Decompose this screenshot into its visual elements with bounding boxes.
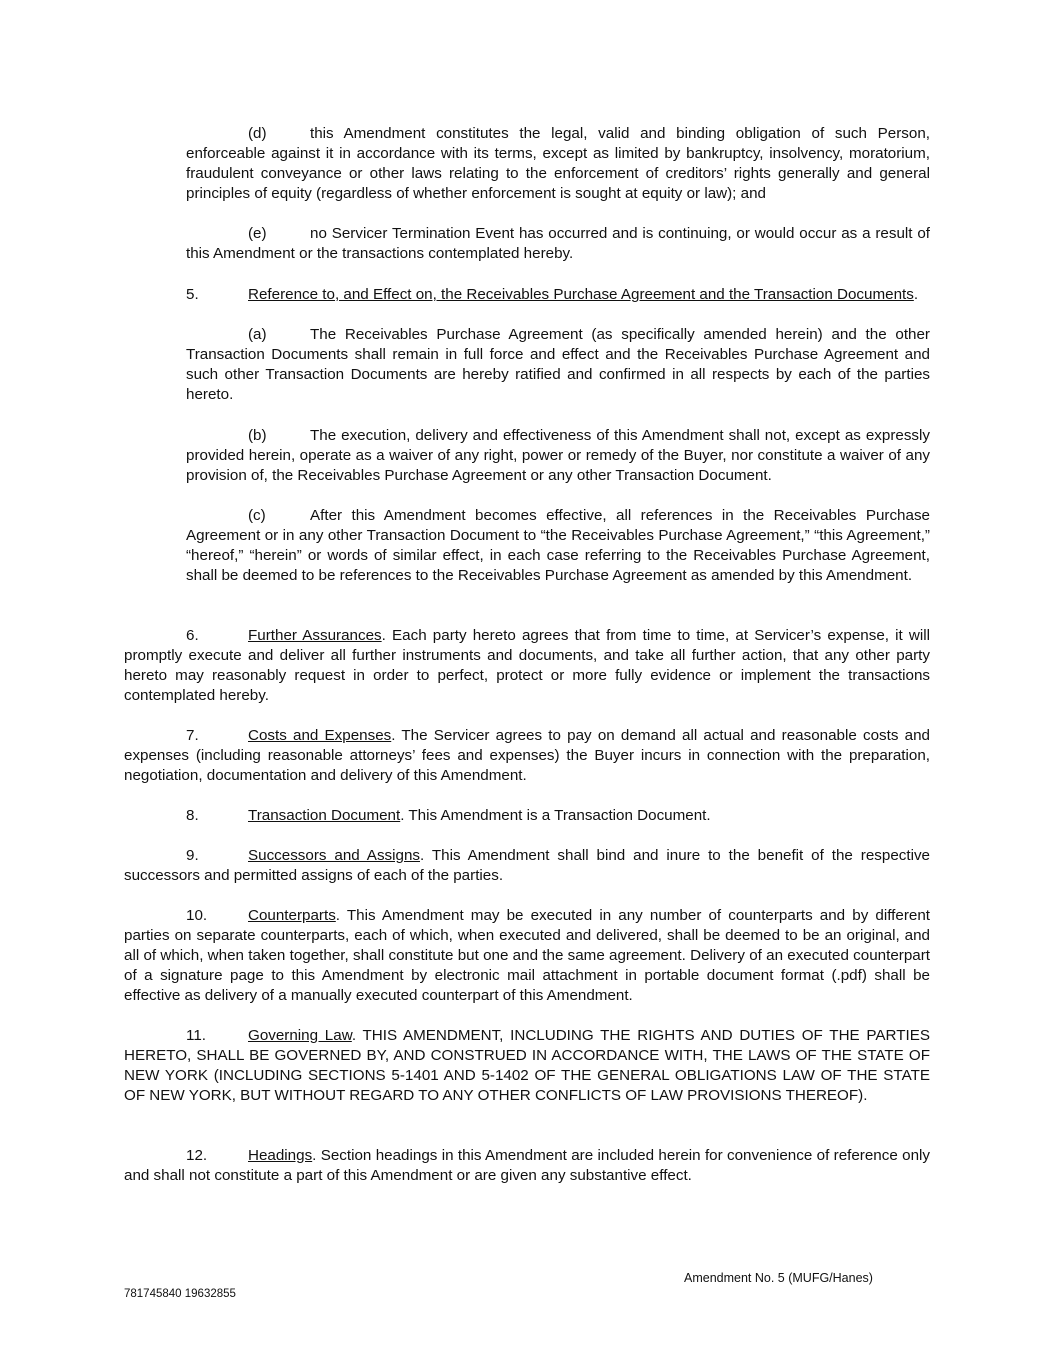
paragraph-5c: [186, 506, 930, 586]
footer-title: Amendment No. 5 (MUFG/Hanes): [684, 1271, 873, 1285]
section-heading: Transaction Document: [248, 807, 401, 824]
paragraph-4e: [186, 224, 930, 264]
section-text: . The Servicer agrees to pay on demand all actual and reasonable costs and expenses (including reasonable attorneys’ fees and expenses) the Buyer incurs in connection with the preparation, negotiation, documentation and delivery of this Amendment.: [124, 727, 930, 784]
section-heading: Reference to, and Effect on, the Receivables Purchase Agreement and the Transaction Documents: [248, 286, 914, 303]
section-text: . Each party hereto agrees that from time to time, at Servicer’s expense, it will promptly execute and deliver all further instruments and documents, and take all further action, that any other party hereto may reasonably request in order to perfect, protect or more fully evidence or implement the transactions contemplated hereby.: [124, 627, 930, 704]
footer-doc-id: 781745840 19632855: [124, 1288, 236, 1300]
paragraph-label: (d): [248, 125, 267, 142]
section-number: 6.: [186, 627, 199, 644]
paragraph-text: no Servicer Termination Event has occurred and is continuing, or would occur as a result of this Amendment or the transactions contemplated hereby.: [186, 225, 930, 262]
section-11: [124, 1026, 930, 1106]
section-heading: Counterparts: [248, 907, 336, 924]
section-heading: Further Assurances: [248, 627, 382, 644]
section-heading: Successors and Assigns: [248, 847, 420, 864]
paragraph-text: The Receivables Purchase Agreement (as specifically amended herein) and the other Transaction Documents shall remain in full force and effect and the Receivables Purchase Agreement and such other Transaction Documents are hereby ratified and confirmed in all respects by each of the parties hereto.: [186, 326, 930, 403]
paragraph-text: After this Amendment becomes effective, all references in the Receivables Purchase Agreement or in any other Transaction Document to “the Receivables Purchase Agreement,” “this Agreement,” “hereof,” “herein” or words of similar effect, in each case referring to the Receivables Purchase Agreement, shall be deemed to be references to the Receivables Purchase Agreement as amended by this Amendment.: [186, 507, 930, 584]
section-number: 8.: [186, 807, 199, 824]
section-8: [124, 806, 930, 826]
section-number: 12.: [186, 1147, 208, 1164]
section-10: [124, 906, 930, 1006]
section-number: 9.: [186, 847, 199, 864]
section-9: [124, 846, 930, 886]
section-text: .: [913, 286, 919, 303]
section-5: [186, 285, 930, 305]
paragraph-label: (a): [248, 326, 267, 343]
section-text: . THIS AMENDMENT, INCLUDING THE RIGHTS AND DUTIES OF THE PARTIES HERETO, SHALL BE GOVERNED BY, AND CONSTRUED IN ACCORDANCE WITH, THE LAWS OF THE STATE OF NEW YORK (INCLUDING SECTIONS 5-1401 AND 5-1402 OF THE GENERAL OBLIGATIONS LAW OF THE STATE OF NEW YORK, BUT WITHOUT REGARD TO ANY OTHER CONFLICTS OF LAW PROVISIONS THEREOF).: [124, 1027, 930, 1104]
section-heading: Costs and Expenses: [248, 727, 392, 744]
section-number: 10.: [186, 907, 208, 924]
section-text: . Section headings in this Amendment are included herein for convenience of reference only and shall not constitute a part of this Amendment or are given any substantive effect.: [124, 1147, 930, 1184]
paragraph-5b: [186, 426, 930, 486]
section-text: . This Amendment may be executed in any number of counterparts and by different parties on separate counterparts, each of which, when executed and delivered, shall be deemed to be an original, and all of which, when taken together, shall constitute but one and the same agreement. Delivery of an executed counterpart of a signature page to this Amendment by electronic mail attachment in portable document format (.pdf) shall be effective as delivery of a manually executed counterpart of this Amendment.: [124, 907, 930, 1004]
section-text: . This Amendment is a Transaction Document.: [400, 807, 711, 824]
section-7: [124, 726, 930, 786]
paragraph-label: (b): [248, 427, 267, 444]
section-number: 7.: [186, 727, 199, 744]
paragraph-4d: [186, 124, 930, 204]
section-number: 5.: [186, 286, 199, 303]
section-heading: Headings: [248, 1147, 313, 1164]
section-number: 11.: [186, 1027, 206, 1044]
paragraph-5a: [186, 325, 930, 405]
section-text: . This Amendment shall bind and inure to the benefit of the respective successors and permitted assigns of each of the parties.: [124, 847, 930, 884]
paragraph-text: this Amendment constitutes the legal, valid and binding obligation of such Person, enforceable against it in accordance with its terms, except as limited by bankruptcy, insolvency, moratorium, fraudulent conveyance or other laws relating to the enforcement of creditors’ rights generally and general principles of equity (regardless of whether enforcement is sought at equity or law); and: [186, 125, 930, 202]
paragraph-label: (c): [248, 507, 266, 524]
paragraph-text: The execution, delivery and effectiveness of this Amendment shall not, except as expressly provided herein, operate as a waiver of any right, power or remedy of the Buyer, nor constitute a waiver of any provision of, the Receivables Purchase Agreement or any other Transaction Document.: [186, 427, 930, 484]
section-6: [124, 626, 930, 706]
section-12: [124, 1146, 930, 1186]
section-heading: Governing Law: [248, 1027, 352, 1044]
paragraph-label: (e): [248, 225, 267, 242]
